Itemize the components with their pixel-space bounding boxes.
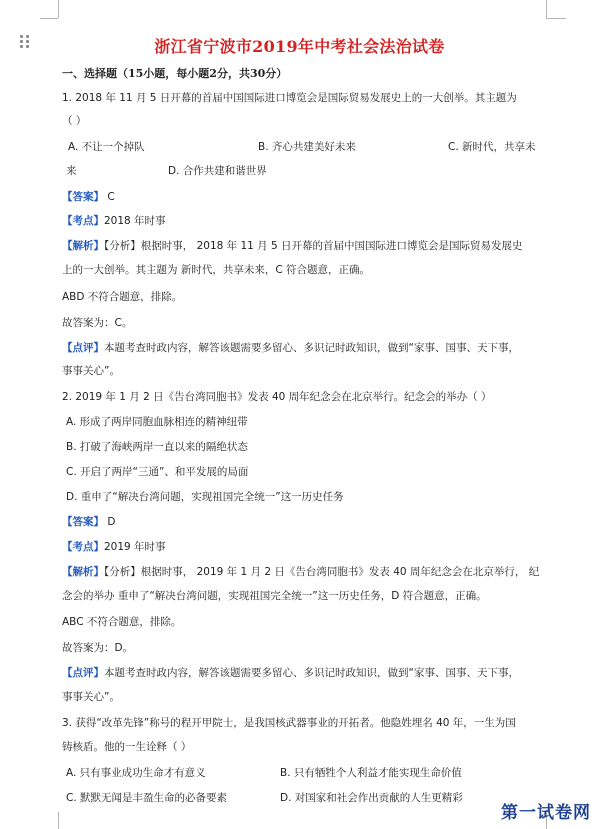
analysis-tag: 【解析】 xyxy=(62,566,104,578)
answer-value: D xyxy=(104,516,116,528)
q1-analysis-line2: 上的一大创举。其主题为 新时代，共享未来，C 符合题意，正确。 xyxy=(62,264,371,276)
comment-tag: 【点评】 xyxy=(62,342,104,354)
q1-option-c-cont: 来 xyxy=(66,165,77,177)
q1-comment-line1 xyxy=(62,341,519,355)
q3-option-d: D. 对国家和社会作出贡献的人生更精彩 xyxy=(280,792,463,804)
knowledge-point-tag: 【考点】 xyxy=(62,541,104,553)
analysis-tag: 【解析】 xyxy=(62,240,104,252)
page-corner-mark xyxy=(40,18,58,19)
q2-stem: 2. 2019 年 1 月 2 日《告台湾同胞书》发表 40 周年纪念会在北京举行。纪念会的举办（ ） xyxy=(62,391,492,403)
comment-tag: 【点评】 xyxy=(62,667,104,679)
q2-option-a: A. 形成了两岸同胞血脉相连的精神纽带 xyxy=(66,416,248,428)
document-title: 浙江省宁波市2019年中考社会法治试卷 xyxy=(154,37,445,56)
q1-analysis-line3: ABD 不符合题意，排除。 xyxy=(62,291,183,303)
q1-option-a: A. 不让一个掉队 xyxy=(68,141,145,153)
q2-knowledge-point xyxy=(62,540,166,554)
q2-analysis-line1 xyxy=(62,565,539,579)
q1-option-b: B. 齐心共建美好未来 xyxy=(258,141,356,153)
q1-knowledge-point xyxy=(62,214,166,228)
page-corner-mark xyxy=(546,0,547,18)
site-watermark: 第一试卷网 xyxy=(501,803,591,823)
q1-analysis-line4: 故答案为：C。 xyxy=(62,317,133,329)
answer-value: C xyxy=(104,191,115,203)
page-corner-mark xyxy=(546,18,566,19)
page-corner-mark xyxy=(58,0,59,18)
page-corner-mark xyxy=(58,812,59,829)
q3-option-b: B. 只有牺牲个人利益才能实现生命价值 xyxy=(280,767,462,779)
knowledge-point-value: 2018 年时事 xyxy=(104,215,166,227)
q2-analysis-line4: 故答案为：D。 xyxy=(62,642,134,654)
q1-comment-line2: 事事关心”。 xyxy=(62,365,120,377)
knowledge-point-value: 2019 年时事 xyxy=(104,541,166,553)
q3-stem-line2: 铸核盾。他的一生诠释（ ） xyxy=(62,741,192,753)
q3-option-a: A. 只有事业成功生命才有意义 xyxy=(66,767,206,779)
q2-option-d: D. 重申了“解决台湾问题，实现祖国完全统一”这一历史任务 xyxy=(66,491,344,503)
q2-analysis-line3: ABC 不符合题意，排除。 xyxy=(62,616,182,628)
q1-analysis-line1 xyxy=(62,239,523,253)
q2-comment-line1 xyxy=(62,666,519,680)
q1-stem-line1: 1. 2018 年 11 月 5 日开幕的首届中国国际进口博览会是国际贸易发展史上的一大创举。其主题为 xyxy=(62,92,517,104)
analysis-text: 【分析】根据时事， 2018 年 11 月 5 日开幕的首届中国国际进口博览会是国际贸易发展史 xyxy=(104,240,523,252)
q2-analysis-line2: 念会的举办 重申了“解决台湾问题，实现祖国完全统一”这一历史任务，D 符合题意，正确。 xyxy=(62,590,487,602)
section-heading: 一、选择题（15小题，每小题2分，共30分） xyxy=(62,67,288,80)
comment-text: 本题考查时政内容，解答该题需要多留心、多识记时政知识，做到“家事、国事、天下事， xyxy=(104,667,519,679)
answer-tag: 【答案】 xyxy=(62,191,104,203)
q1-option-d: D. 合作共建和谐世界 xyxy=(168,165,267,177)
q2-option-c: C. 开启了两岸“三通”、和平发展的局面 xyxy=(66,466,249,478)
q1-option-c: C. 新时代，共享未 xyxy=(448,141,536,153)
q3-stem-line1: 3. 获得“改革先锋”称号的程开甲院士，是我国核武器事业的开拓者。他隐姓埋名 40 年，一生为国 xyxy=(62,717,516,729)
q2-option-b: B. 打破了海峡两岸一直以来的隔绝状态 xyxy=(66,441,248,453)
analysis-text: 【分析】根据时事， 2019 年 1 月 2 日《告台湾同胞书》发表 40 周年纪念会在北京举行， 纪 xyxy=(104,566,540,578)
q2-answer xyxy=(62,515,115,529)
q3-option-c: C. 默默无闻是丰盈生命的必备要素 xyxy=(66,792,228,804)
q2-comment-line2: 事事关心”。 xyxy=(62,691,120,703)
q1-stem-line2: （ ） xyxy=(62,115,87,127)
answer-tag: 【答案】 xyxy=(62,516,104,528)
knowledge-point-tag: 【考点】 xyxy=(62,215,104,227)
comment-text: 本题考查时政内容，解答该题需要多留心、多识记时政知识，做到“家事、国事、天下事， xyxy=(104,342,519,354)
q1-answer xyxy=(62,190,115,204)
